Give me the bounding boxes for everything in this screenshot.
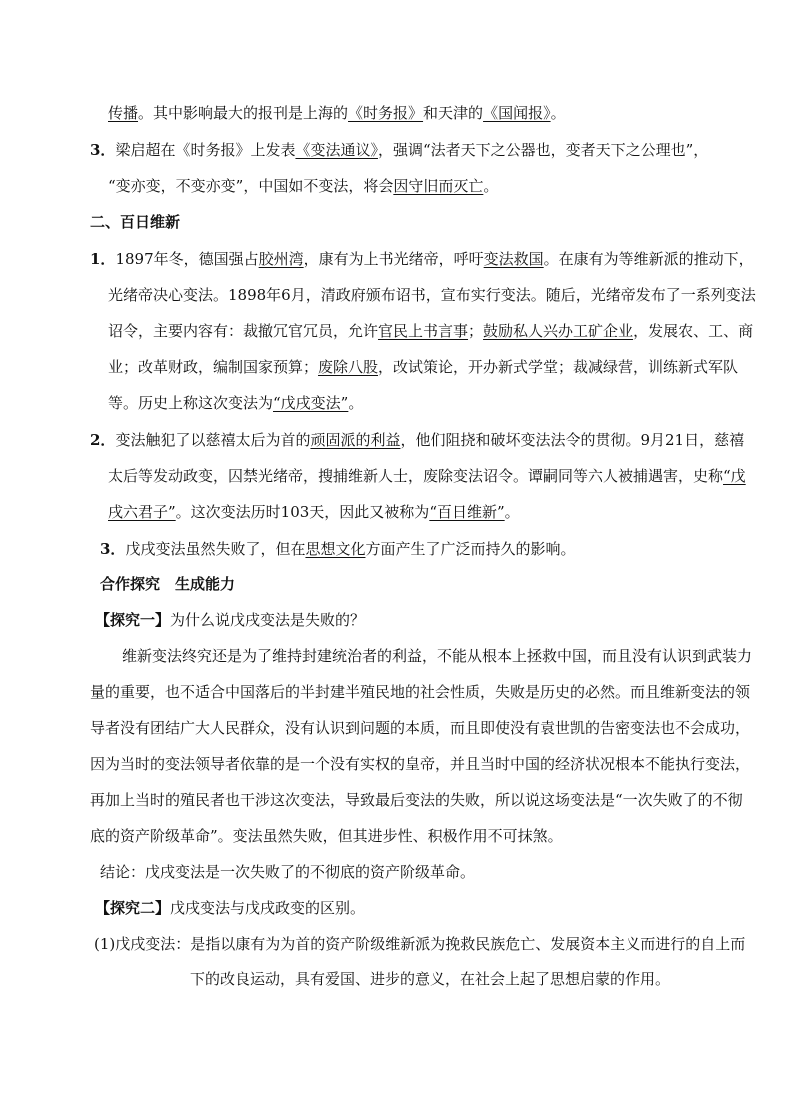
underlined-term: 《时务报》 bbox=[348, 104, 424, 122]
underlined-term: “百日维新” bbox=[429, 503, 505, 521]
explore-2-item-1-line-2: 下的改良运动，具有爱国、进步的意义，在社会上起了思想启蒙的作用。 bbox=[190, 970, 671, 988]
list-item-1-line-5: 等。历史上称这次变法为“戊戌变法”。 bbox=[108, 394, 364, 412]
list-item-2-line-1: 2．变法触犯了以慈禧太后为首的顽固派的利益，他们阻挠和破坏变法法令的贯彻。9月21日，慈禧 bbox=[90, 431, 745, 449]
list-item-1-line-4: 业；改革财政，编制国家预算；废除八股，改试策论，开办新式学堂；裁减绿营，训练新式军队 bbox=[108, 358, 739, 376]
list-item-3-line-2: “变亦变，不变亦变”，中国如不变法，将会因守旧而灭亡。 bbox=[108, 177, 499, 195]
underlined-term: 官民上书言事 bbox=[378, 322, 469, 340]
list-item-1-line-2: 光绪帝决心变法。1898年6月，清政府颁布诏书，宣布实行变法。随后，光绪帝发布了一系列变法 bbox=[108, 286, 756, 304]
section-heading: 二、百日维新 bbox=[90, 213, 181, 231]
underlined-term: 思想文化 bbox=[305, 540, 366, 558]
explore-2-question: 【探究二】戊戌变法与戊戌政变的区别。 bbox=[95, 899, 366, 917]
explore-1-para-line: 因为当时的变法领导者依靠的是一个没有实权的皇帝，并且当时中国的经济状况根本不能执行变法， bbox=[90, 755, 751, 773]
explore-2-item-1-line-1: (1)戊戌变法：是指以康有为为首的资产阶级维新派为挽救民族危亡、发展资本主义而进行的自上而 bbox=[94, 935, 746, 953]
explore-1-para-line: 底的资产阶级革命”。变法虽然失败，但其进步性、积极作用不可抹煞。 bbox=[90, 827, 563, 845]
underlined-term: 《国闻报》 bbox=[483, 104, 551, 122]
explore-1-conclusion: 结论：戊戌变法是一次失败了的不彻底的资产阶级革命。 bbox=[100, 863, 476, 881]
list-item-1-line-1: 1．1897年冬，德国强占胶州湾，康有为上书光绪帝，呼吁变法救国。在康有为等维新派的推动下， bbox=[90, 250, 754, 268]
underlined-term: 鼓励私人兴办工矿企业 bbox=[483, 322, 634, 340]
explore-tag: 【探究一】 bbox=[95, 611, 171, 629]
underlined-term: 因守旧而灭亡 bbox=[393, 177, 484, 195]
item-number: 1． bbox=[90, 250, 116, 268]
subsection-heading: 合作探究 生成能力 bbox=[100, 575, 236, 593]
text-line-newspapers: 传播。其中影响最大的报刊是上海的《时务报》和天津的《国闻报》。 bbox=[108, 104, 566, 122]
explore-1-para-line: 量的重要，也不适合中国落后的半封建半殖民地的社会性质，失败是历史的必然。而且维新变法的领 bbox=[90, 683, 751, 701]
underlined-term: 传播 bbox=[108, 104, 139, 122]
item-number: 3． bbox=[90, 141, 116, 159]
explore-1-para-line: 维新变法终究还是为了维持封建统治者的利益，不能从根本上拯救中国，而且没有认识到武装力 bbox=[122, 647, 753, 665]
underlined-term: 变法救国 bbox=[483, 250, 544, 268]
list-item-1-line-3: 诏令，主要内容有：裁撤冗官冗员，允许官民上书言事；鼓励私人兴办工矿企业，发展农、工、商 bbox=[108, 322, 754, 340]
underlined-term: “戊戌变法” bbox=[273, 394, 349, 412]
underlined-term: 废除八股 bbox=[318, 358, 379, 376]
explore-tag: 【探究二】 bbox=[95, 899, 171, 917]
underlined-term: 《变法通议》 bbox=[295, 141, 378, 159]
underlined-term: 戌六君子” bbox=[108, 503, 176, 521]
list-item-2-line-3: 戌六君子”。这次变法历时103天，因此又被称为“百日维新”。 bbox=[108, 503, 520, 521]
underlined-term: 顽固派的利益 bbox=[310, 431, 401, 449]
underlined-term: “戊 bbox=[723, 467, 746, 485]
explore-1-para-line: 再加上当时的殖民者也干涉这次变法，导致最后变法的失败，所以说这场变法是“一次失败了的不彻 bbox=[90, 791, 743, 809]
item-number: 3． bbox=[100, 540, 126, 558]
list-item-3-line-1: 3．梁启超在《时务报》上发表《变法通议》，强调“法者天下之公器也，变者天下之公理也”， bbox=[90, 141, 709, 159]
explore-1-question: 【探究一】为什么说戊戌变法是失败的？ bbox=[95, 611, 366, 629]
list-item-3b-line-1: 3．戊戌变法虽然失败了，但在思想文化方面产生了广泛而持久的影响。 bbox=[100, 540, 576, 558]
item-number: 2． bbox=[90, 431, 116, 449]
explore-1-para-line: 导者没有团结广大人民群众，没有认识到问题的本质，而且即使没有袁世凯的告密变法也不会成功， bbox=[90, 719, 751, 737]
underlined-term: 胶州湾 bbox=[258, 250, 304, 268]
list-item-2-line-2: 太后等发动政变，囚禁光绪帝，搜捕维新人士，废除变法诏令。谭嗣同等六人被捕遇害，史称“戊 bbox=[108, 467, 746, 485]
